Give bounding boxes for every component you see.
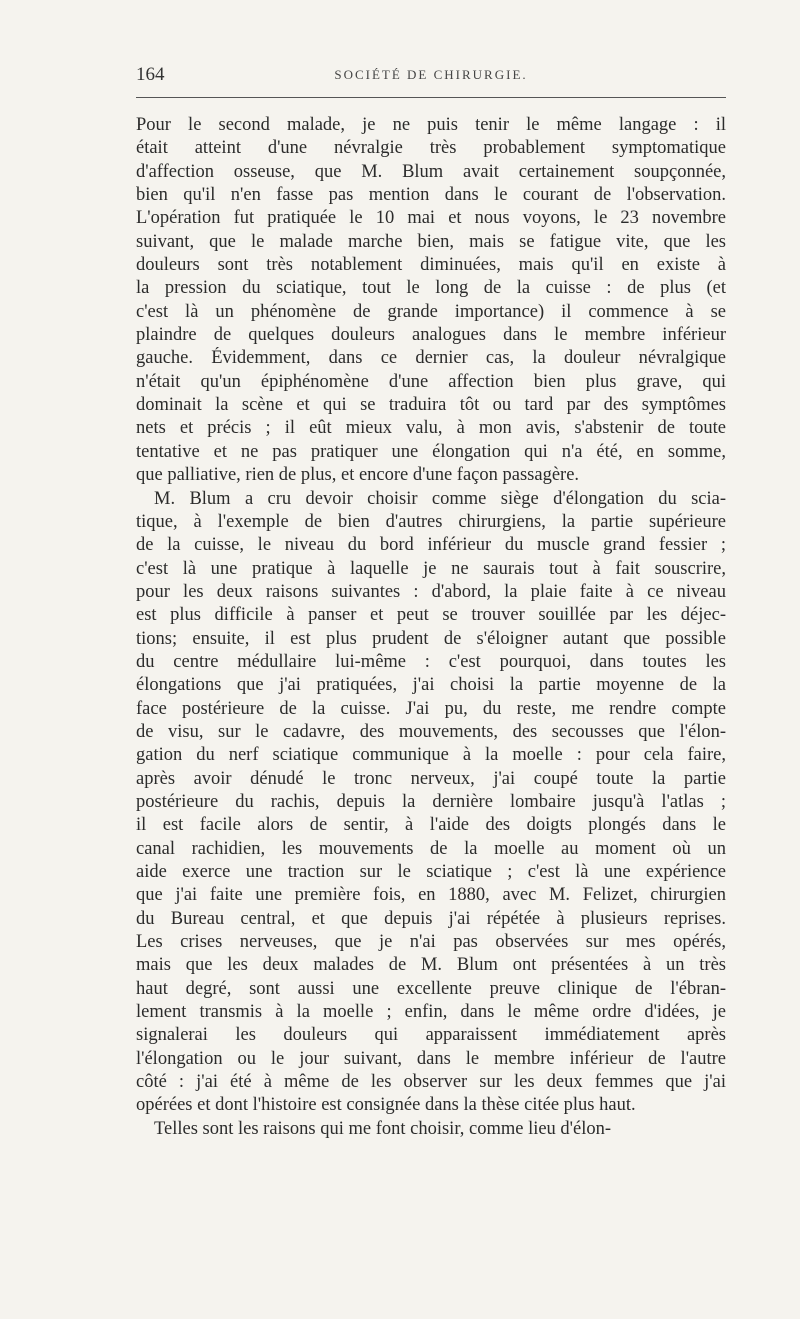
header-rule — [136, 97, 726, 98]
text-line: gauche. Évidemment, dans ce dernier cas, la douleur névralgique — [136, 348, 726, 369]
text-line: Pour le second malade, je ne puis tenir le même langage : il — [136, 115, 726, 135]
text-line: était atteint d'une névralgie très probablement symptomatique — [136, 138, 726, 159]
text-line: la pression du sciatique, tout le long de la cuisse : de plus (et — [136, 278, 726, 299]
text-line: lement transmis à la moelle ; enfin, dans le même ordre d'idées, je — [136, 1002, 726, 1023]
text-line: Les crises nerveuses, que je n'ai pas observées sur mes opérés, — [136, 932, 726, 953]
text-line: de la cuisse, le niveau du bord inférieur du muscle grand fessier ; — [136, 535, 726, 556]
text-line: que j'ai faite une première fois, en 1880, avec M. Felizet, chirurgien — [136, 885, 726, 906]
text-line: gation du nerf sciatique communique à la moelle : pour cela faire, — [136, 745, 726, 766]
text-line: opérées et dont l'histoire est consignée dans la thèse citée plus haut. — [136, 1095, 636, 1116]
text-line: face postérieure de la cuisse. J'ai pu, du reste, me rendre compte — [136, 698, 726, 719]
text-line: bien qu'il n'en fasse pas mention dans le courant de l'observation. — [136, 185, 726, 206]
text-line: aide exerce une traction sur le sciatique ; c'est là une expérience — [136, 862, 726, 882]
text-line: signalerai les douleurs qui apparaissent immédiatement après — [136, 1025, 726, 1046]
text-line: il est facile alors de sentir, à l'aide des doigts plongés dans le — [136, 815, 726, 836]
text-line: L'opération fut pratiquée le 10 mai et nous voyons, le 23 novembre — [136, 208, 726, 229]
text-line: suivant, que le malade marche bien, mais se fatigue vite, que les — [136, 231, 726, 252]
paragraph — [136, 114, 726, 488]
text-line: canal rachidien, les mouvements de la moelle au moment où un — [136, 838, 726, 859]
text-line: c'est là un phénomène de grande importance) il commence à se — [136, 301, 726, 322]
text-line: nets et précis ; il eût mieux valu, à mon avis, s'abstenir de toute — [136, 418, 726, 439]
text-line: plaindre de quelques douleurs analogues dans le membre inférieur — [136, 325, 726, 346]
paragraph — [136, 1118, 726, 1141]
text-line: haut degré, sont aussi une excellente preuve clinique de l'ébran- — [136, 978, 726, 999]
text-line: tions; ensuite, il est plus prudent de s'éloigner autant que possible — [136, 628, 726, 649]
text-line: dominait la scène et qui se traduira tôt ou tard par des symptômes — [136, 395, 726, 416]
text-line: est plus difficile à panser et peut se trouver souillée par les déjec- — [136, 605, 726, 626]
text-line: c'est là une pratique à laquelle je ne saurais tout à fait souscrire, — [136, 558, 726, 579]
body-text — [136, 114, 726, 1141]
text-line: tique, à l'exemple de bien d'autres chirurgiens, la partie supérieure — [136, 511, 726, 532]
text-line: douleurs sont très notablement diminuées, mais qu'il en existe à — [136, 255, 726, 276]
text-line: de visu, sur le cadavre, des mouvements, des secousses que l'élon- — [136, 721, 726, 742]
text-line: du centre médullaire lui-même : c'est pourquoi, dans toutes les — [136, 651, 726, 672]
running-title: SOCIÉTÉ DE CHIRURGIE. — [334, 67, 528, 82]
text-line: élongations que j'ai pratiquées, j'ai choisi la partie moyenne de la — [136, 675, 726, 696]
text-line: après avoir dénudé le tronc nerveux, j'ai coupé toute la partie — [136, 768, 726, 789]
text-line: d'affection osseuse, que M. Blum avait certainement soupçonnée, — [136, 161, 726, 182]
text-line: mais que les deux malades de M. Blum ont présentées à un très — [136, 955, 726, 976]
text-line: que palliative, rien de plus, et encore d'une façon passagère. — [136, 465, 580, 486]
page-header — [136, 64, 726, 88]
text-line: postérieure du rachis, depuis la dernière lombaire jusqu'à l'atlas ; — [136, 791, 726, 812]
text-line: M. Blum a cru devoir choisir comme siège d'élongation du scia- — [154, 488, 726, 509]
page-number: 164 — [136, 64, 165, 85]
text-line: l'élongation ou le jour suivant, dans le membre inférieur de l'autre — [136, 1048, 726, 1069]
text-line: du Bureau central, et que depuis j'ai répétée à plusieurs reprises. — [136, 908, 726, 929]
text-line: côté : j'ai été à même de les observer sur les deux femmes que j'ai — [136, 1072, 726, 1093]
text-line: n'était qu'un épiphénomène d'une affection bien plus grave, qui — [136, 371, 726, 392]
text-line: tentative et ne pas pratiquer une élongation qui n'a été, en somme, — [136, 441, 726, 462]
paragraph — [136, 488, 726, 1118]
text-line: pour les deux raisons suivantes : d'abord, la plaie faite à ce niveau — [136, 581, 726, 602]
text-line: Telles sont les raisons qui me font choisir, comme lieu d'élon- — [154, 1118, 612, 1139]
